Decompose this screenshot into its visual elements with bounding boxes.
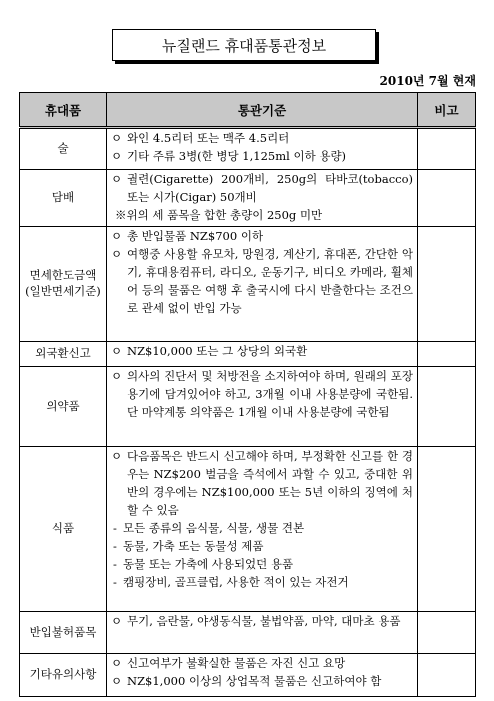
circle-bullet-icon: ㅇ <box>111 449 123 463</box>
bullet-item: ㅇ 기타 주류 3병(한 병당 1,125ml 이하 용량) <box>111 148 413 166</box>
circle-bullet-icon: ㅇ <box>111 673 123 688</box>
header-item: 휴대품 <box>20 93 107 128</box>
criteria-cell <box>107 170 418 227</box>
table-row <box>20 128 476 170</box>
bullet-item: ㅇ NZ$10,000 또는 그 상당의 외국환 <box>111 343 413 361</box>
circle-bullet-icon: ㅇ <box>111 246 123 261</box>
table-row <box>20 367 476 447</box>
category-cell: 식품 <box>20 447 107 612</box>
bullet-item: ㅇ NZ$1,000 이상의 상업목적 물품은 신고하여야 함 <box>111 673 413 691</box>
circle-bullet-icon: ㅇ <box>111 229 123 243</box>
date-label: 2010년 7월 현재 <box>379 74 476 88</box>
remarks-cell <box>418 342 476 367</box>
table-header-row <box>20 93 476 128</box>
reference-note: ※위의 세 품목을 합한 총량이 250g 미만 <box>115 207 323 222</box>
criteria-cell <box>107 342 418 367</box>
header-criteria: 통관기준 <box>107 93 418 128</box>
category-cell: 반입불허품목 <box>20 612 107 654</box>
criteria-cell <box>107 654 418 697</box>
remarks-cell <box>418 367 476 447</box>
remarks-cell <box>418 170 476 227</box>
circle-bullet-icon: ㅇ <box>111 369 123 383</box>
circle-bullet-icon: ㅇ <box>111 344 123 358</box>
circle-bullet-icon: ㅇ <box>111 148 123 163</box>
header-remarks: 비고 <box>418 93 476 128</box>
criteria-cell <box>107 447 418 612</box>
dash-item: - 동물, 가축 또는 동물성 제품 <box>113 538 264 553</box>
circle-bullet-icon: ㅇ <box>111 131 123 145</box>
bullet-item: ㅇ 신고여부가 불확실한 물품은 자진 신고 요망 <box>111 655 413 673</box>
category-cell: 담배 <box>20 170 107 227</box>
bullet-item: ㅇ 다음품목은 반드시 신고해야 하며, 부정확한 신고를 한 경우는 NZ$200 벌금을 즉석에서 과할 수 있고, 중대한 위반의 경우에는 NZ$100,000 또는 5년 이하의 징역에 처할 수 있음 <box>111 449 413 517</box>
bullet-item: ㅇ 무기, 음란물, 야생동식물, 불법약품, 마약, 대마초 용품 <box>111 613 413 631</box>
customs-table <box>19 92 476 697</box>
page-title: 뉴질랜드 휴대품통관정보 <box>112 29 376 61</box>
remarks-cell <box>418 128 476 170</box>
bullet-item: ㅇ 여행중 사용할 유모차, 망원경, 계산기, 휴대폰, 간단한 악기, 휴대용컴퓨터, 라디오, 운동기구, 비디오 카메라, 휠체어 등의 물품은 여행 후 출국시에 다시 반출한다는 조건으로 관세 없이 반입 가능 <box>111 246 413 315</box>
remarks-cell <box>418 447 476 612</box>
remarks-cell <box>418 612 476 654</box>
remarks-cell <box>418 654 476 697</box>
table-row <box>20 342 476 367</box>
bullet-item: ㅇ 의사의 진단서 및 처방전을 소지하여야 하며, 원래의 포장용기에 담겨있어야 하고, 3개월 이내 사용분량에 국한됨. 단 마약계통 의약품은 1개월 이내 사용분량에 국한됨 <box>111 369 413 419</box>
circle-bullet-icon: ㅇ <box>111 172 123 186</box>
dash-item: - 동물 또는 가축에 사용되었던 용품 <box>113 556 294 571</box>
remarks-cell <box>418 227 476 342</box>
circle-bullet-icon: ㅇ <box>111 656 123 670</box>
bullet-item: ㅇ 총 반입물품 NZ$700 이하 <box>111 228 413 246</box>
category-cell: 외국환신고 <box>20 342 107 367</box>
category-cell: 술 <box>20 128 107 170</box>
table-row <box>20 612 476 654</box>
criteria-cell <box>107 128 418 170</box>
criteria-cell <box>107 367 418 447</box>
dash-item: - 모든 종류의 음식물, 식물, 생물 견본 <box>113 520 305 535</box>
category-cell: 면세한도금액 (일반면세기준) <box>20 227 107 342</box>
dash-item: - 캠핑장비, 골프클럽, 사용한 적이 있는 자전거 <box>113 574 349 589</box>
category-cell: 기타유의사항 <box>20 654 107 697</box>
circle-bullet-icon: ㅇ <box>111 614 123 628</box>
criteria-cell <box>107 612 418 654</box>
table-row <box>20 447 476 612</box>
criteria-cell <box>107 227 418 342</box>
table-row <box>20 227 476 342</box>
bullet-item: ㅇ 와인 4.5리터 또는 맥주 4.5리터 <box>111 130 413 148</box>
table-row <box>20 170 476 227</box>
bullet-item: ㅇ 궐련(Cigarette) 200개비, 250g의 타바코(tobacco) 또는 시가(Cigar) 50개비 <box>111 172 413 204</box>
table-row <box>20 654 476 697</box>
category-cell: 의약품 <box>20 367 107 447</box>
